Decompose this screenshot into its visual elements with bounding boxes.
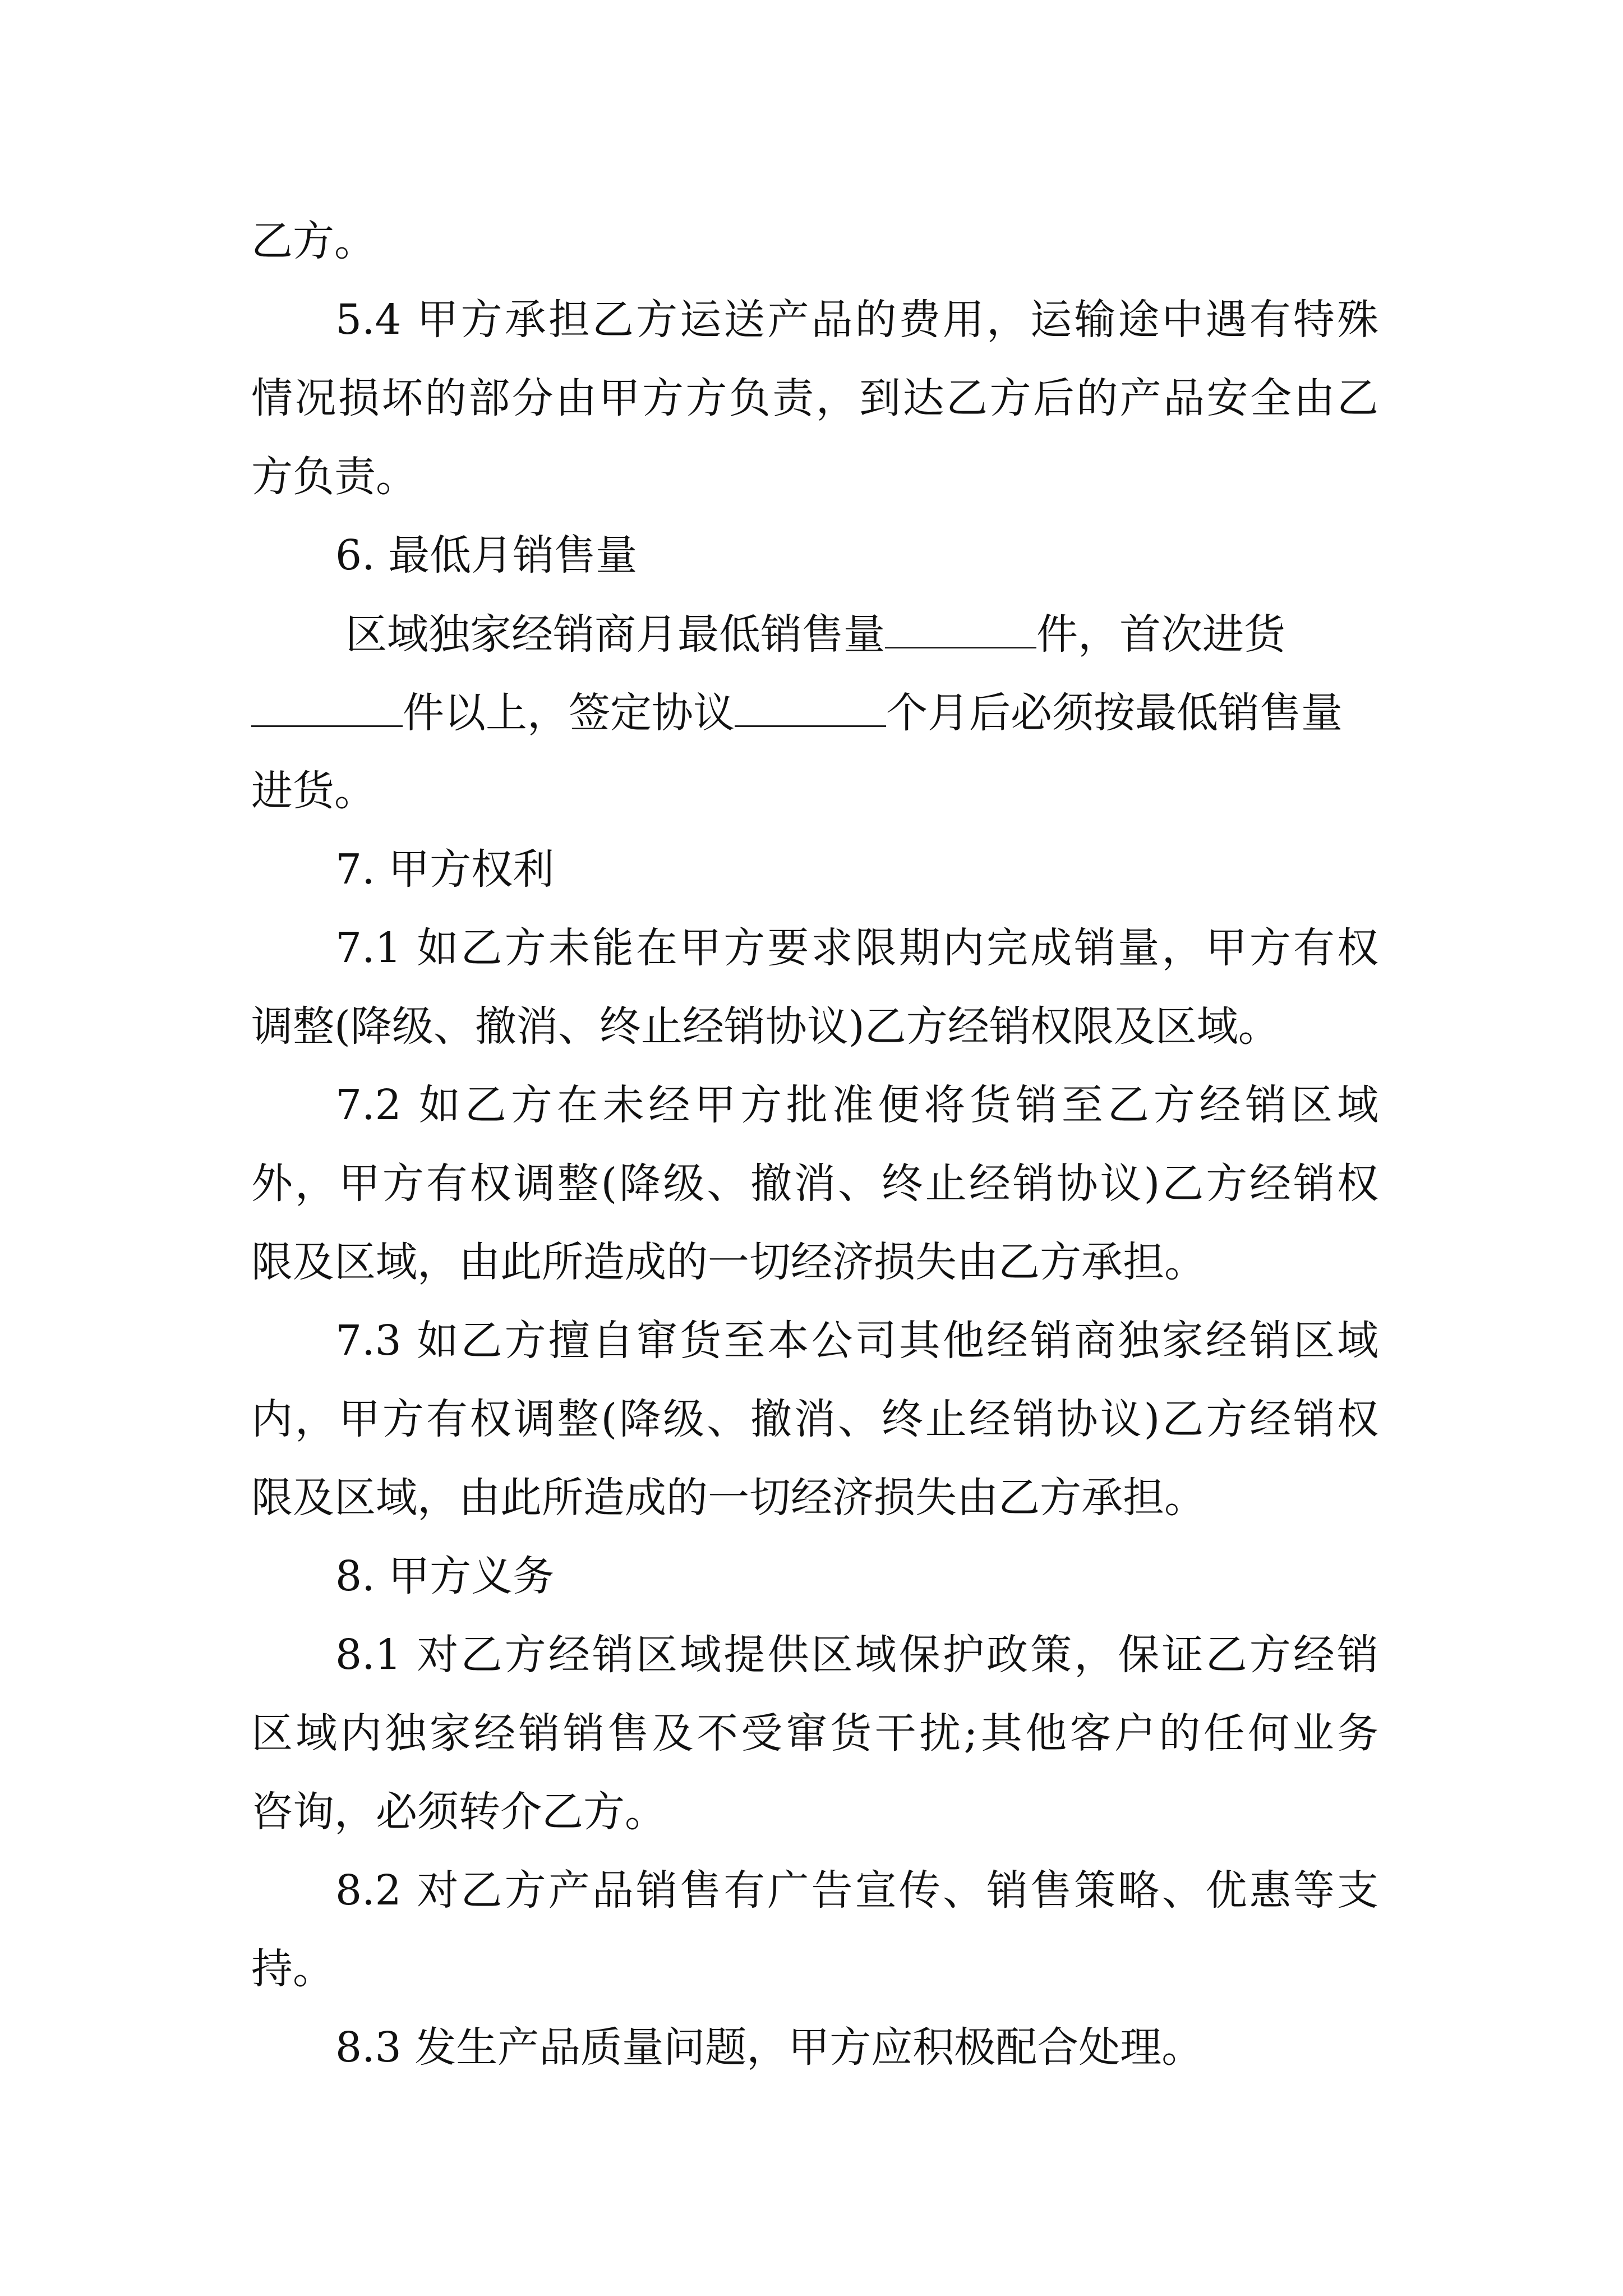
fill-in-blank[interactable] [251, 692, 403, 727]
paragraph-line: 7.2 如乙方在未经甲方批准便将货销至乙方经销区域 [335, 1081, 1378, 1129]
fill-in-blank[interactable] [885, 613, 1036, 648]
paragraph-line: 乙方。 [251, 217, 376, 265]
paragraph-line: 件以上，签定协议 个月后必须按最低销售量 [251, 692, 1343, 737]
paragraph-line: 8.3 发生产品质量问题，甲方应积极配合处理。 [335, 2023, 1204, 2072]
paragraph-line: 限及区域，由此所造成的一切经济损失由乙方承担。 [251, 1474, 1206, 1522]
paragraph-line: 咨询，必须转介乙方。 [251, 1788, 666, 1836]
paragraph-line: 持。 [251, 1945, 334, 1993]
paragraph-line: 8.1 对乙方经销区域提供区域保护政策，保证乙方经销 [335, 1631, 1378, 1679]
paragraph-line: 情况损坏的部分由甲方方负责，到达乙方后的产品安全由乙 [251, 374, 1378, 422]
fill-in-blank[interactable] [735, 692, 886, 727]
paragraph-line: 限及区域，由此所造成的一切经济损失由乙方承担。 [251, 1238, 1206, 1286]
paragraph-line: 外，甲方有权调整(降级、撤消、终止经销协议)乙方经销权 [251, 1159, 1378, 1208]
section-heading: 6. 最低月销售量 [335, 531, 638, 579]
paragraph-line: 进货。 [251, 767, 376, 815]
section-heading: 7. 甲方权利 [335, 845, 555, 894]
paragraph-line: 区域独家经销商月最低销售量 件，首次进货 [345, 610, 1285, 659]
section-heading: 8. 甲方义务 [335, 1552, 555, 1600]
paragraph-line: 方负责。 [251, 453, 417, 501]
paragraph-line: 7.3 如乙方擅自窜货至本公司其他经销商独家经销区域 [335, 1317, 1378, 1365]
paragraph-line: 5.4 甲方承担乙方运送产品的费用，运输途中遇有特殊 [335, 296, 1378, 344]
paragraph-line: 内，甲方有权调整(降级、撤消、终止经销协议)乙方经销权 [251, 1395, 1378, 1443]
paragraph-line: 调整(降级、撤消、终止经销协议)乙方经销权限及区域。 [251, 1002, 1280, 1051]
paragraph-line: 7.1 如乙方未能在甲方要求限期内完成销量，甲方有权 [335, 924, 1378, 972]
paragraph-line: 区域内独家经销销售及不受窜货干扰;其他客户的任何业务 [251, 1709, 1378, 1757]
paragraph-line: 8.2 对乙方产品销售有广告宣传、销售策略、优惠等支 [335, 1866, 1378, 1915]
